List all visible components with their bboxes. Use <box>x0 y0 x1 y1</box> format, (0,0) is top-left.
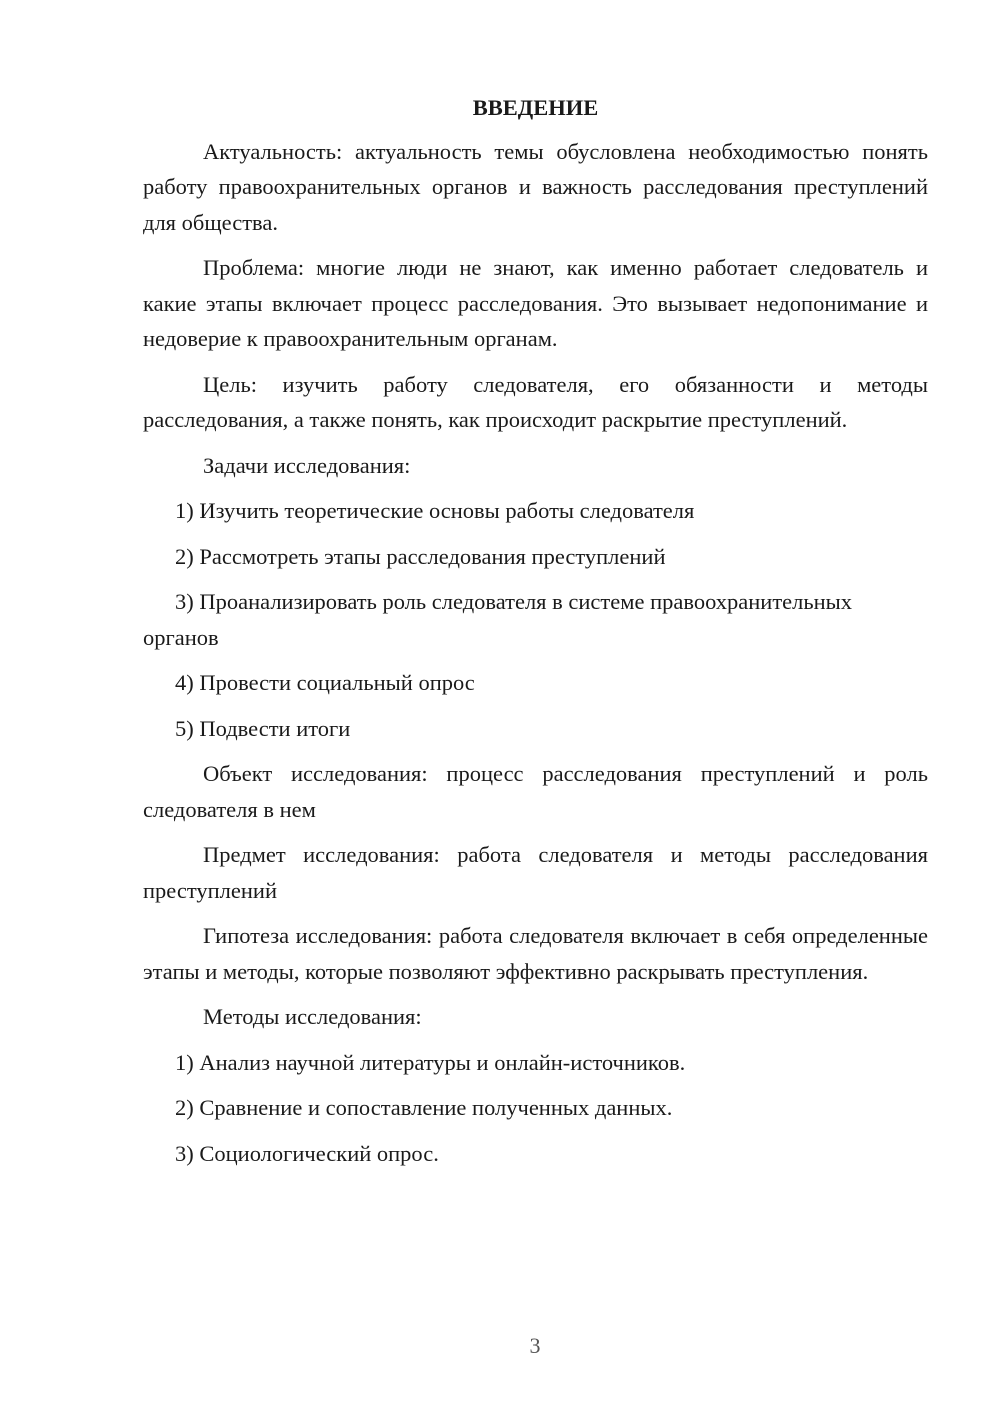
relevance-paragraph: Актуальность: актуальность темы обусловлена необходимостью понять работу правоохранительных органов и важность расследования преступлений для общества. <box>143 138 928 235</box>
hypothesis-paragraph: Гипотеза исследования: работа следователя включает в себя определенные этапы и методы, которые позволяют эффективно раскрывать преступления. <box>143 923 928 984</box>
task-item: 4) Провести социальный опрос <box>175 670 475 695</box>
problem-paragraph: Проблема: многие люди не знают, как именно работает следователь и какие этапы включает процесс расследования. Это вызывает недопонимание и недоверие к правоохранительным органам. <box>143 255 928 351</box>
tasks-heading: Задачи исследования: <box>203 452 411 478</box>
document-page <box>143 90 928 1181</box>
goal-paragraph: Цель: изучить работу следователя, его обязанности и методы расследования, а также понять, как происходит раскрытие преступлений. <box>143 371 928 432</box>
method-item: 1) Анализ научной литературы и онлайн-источников. <box>175 1049 686 1075</box>
methods-list <box>143 1045 928 1172</box>
tasks-list <box>143 493 928 746</box>
method-item: 3) Социологический опрос. <box>175 1140 439 1166</box>
methods-heading: Методы исследования: <box>203 1004 422 1029</box>
task-item: 3) Проанализировать роль следователя в системе правоохранительных органов <box>143 589 853 650</box>
page-title: ВВЕДЕНИЕ <box>472 95 599 120</box>
subject-paragraph: Предмет исследования: работа следователя и методы расследования преступлений <box>143 842 928 903</box>
task-item: 2) Рассмотреть этапы расследования преступлений <box>175 543 666 569</box>
method-item: 2) Сравнение и сопоставление полученных данных. <box>175 1095 673 1120</box>
object-paragraph: Объект исследования: процесс расследования преступлений и роль следователя в нем <box>143 761 928 822</box>
task-item: 1) Изучить теоретические основы работы следователя <box>175 498 695 523</box>
task-item: 5) Подвести итоги <box>175 715 351 741</box>
page-number: 3 <box>529 1333 541 1358</box>
